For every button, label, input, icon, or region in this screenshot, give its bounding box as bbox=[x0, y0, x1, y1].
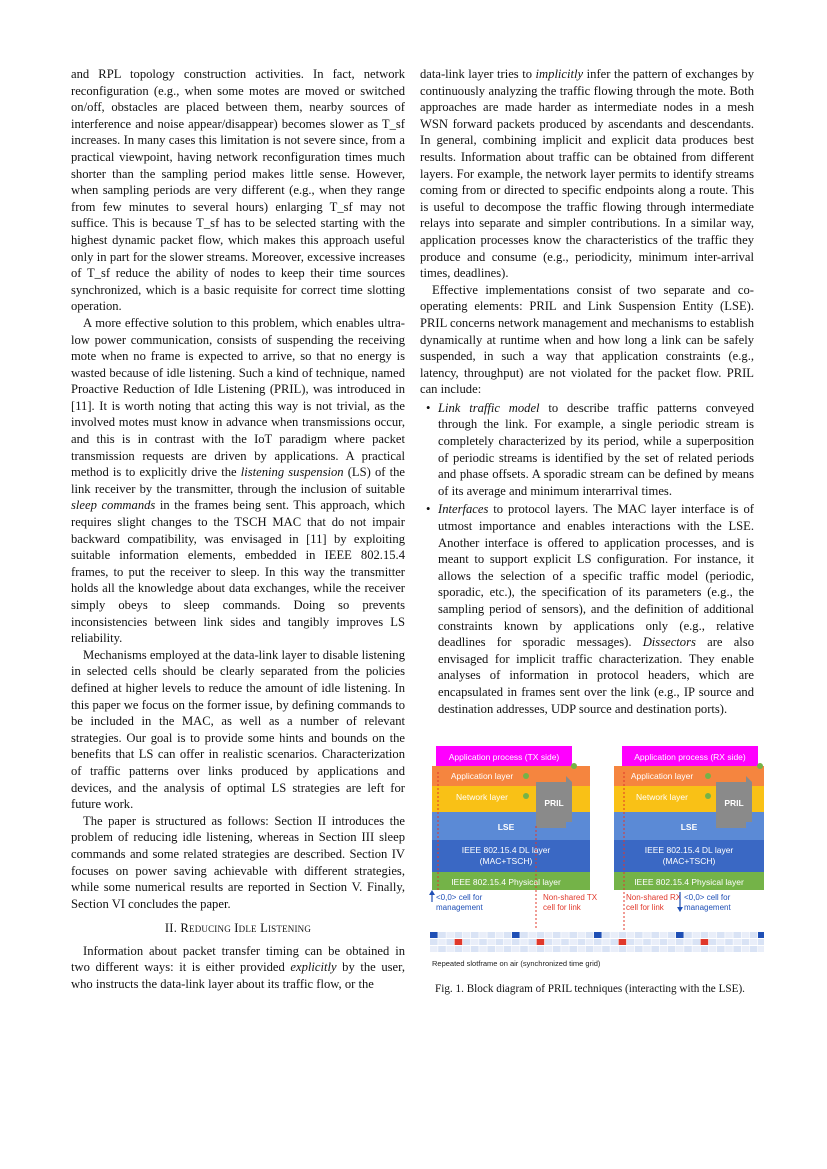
slotframe-cell bbox=[676, 939, 684, 945]
tx-dl-layer-label-1: IEEE 802.15.4 DL layer bbox=[461, 845, 551, 855]
list-item bbox=[438, 400, 754, 500]
slotframe-cell bbox=[668, 939, 676, 945]
figure-caption: Fig. 1. Block diagram of PRIL techniques (interacting with the LSE). bbox=[435, 983, 745, 995]
slotframe-cell bbox=[569, 932, 577, 938]
slotframe-cell bbox=[627, 939, 635, 945]
slotframe-cell bbox=[487, 939, 495, 945]
tx-mgmt-cell-label-1: <0,0> cell for bbox=[436, 893, 483, 902]
slotframe-cell bbox=[717, 939, 725, 945]
rx-pril-label: PRIL bbox=[724, 798, 744, 808]
tx-dl-layer-label-2: (MAC+TSCH) bbox=[479, 856, 533, 866]
block-diagram bbox=[426, 742, 764, 972]
slotframe-cell bbox=[569, 946, 577, 952]
slotframe-cell bbox=[471, 939, 479, 945]
emphasis: listening suspension bbox=[240, 465, 344, 480]
slotframe-cell bbox=[701, 939, 709, 945]
slotframe-cell bbox=[750, 932, 758, 938]
rx-phy-layer-label: IEEE 802.15.4 Physical layer bbox=[634, 877, 744, 887]
emphasis: sleep commands bbox=[71, 498, 156, 513]
emphasis: Dissectors bbox=[642, 635, 696, 650]
slotframe-cell bbox=[537, 939, 545, 945]
paragraph-text: Effective implementations consist of two separate and co-operating elements: PRIL and Link Suspension Entity (LSE). PRIL concerns network management and mechanisms to establish dynamically at runtime when and how long a link can be safely suspended, in such a way that application constraints (e.g., latency, throughput) are not violated for the packet flow. PRIL can include: bbox=[420, 282, 754, 397]
slotframe-cell bbox=[438, 932, 446, 938]
slotframe-cell bbox=[578, 932, 586, 938]
paragraph-text: in the frames being sent. This approach, which requires slight changes to the TSCH MAC that do not impair backward compatibility, was envisaged in [11] by exploiting suitable information elements, embedded in IEEE 802.15.4 frames, to put the receiver to sleep. In this way the transmitter holds all the knowledge about data exchanges, while the receiver simply obeys to sleep commands. Doing so prevents inconsistencies between link sides and tangibly improves LS reliability. bbox=[71, 498, 405, 646]
paragraph bbox=[420, 66, 754, 282]
right-column bbox=[420, 66, 754, 719]
slotframe-cell bbox=[446, 939, 454, 945]
slotframe-cell bbox=[512, 946, 520, 952]
slotframe-cell bbox=[496, 932, 504, 938]
slotframe-cell bbox=[512, 932, 520, 938]
rx-app-layer-label: Application layer bbox=[630, 771, 694, 781]
tx-net-layer-label: Network layer bbox=[456, 792, 508, 802]
slotframe-cell bbox=[725, 939, 733, 945]
slotframe-cell bbox=[635, 946, 643, 952]
paragraph-text: Information about packet transfer timing can be obtained in two different ways: it is either provided bbox=[71, 943, 405, 975]
rx-connector-dot bbox=[757, 763, 763, 769]
slotframe-cell bbox=[651, 932, 659, 938]
slotframe-cell bbox=[758, 939, 764, 945]
paragraph bbox=[71, 315, 405, 647]
slotframe-cell bbox=[496, 946, 504, 952]
slotframe-cell bbox=[594, 946, 602, 952]
rx-mgmt-cell-label-1: <0,0> cell for bbox=[684, 893, 731, 902]
slotframe-cell bbox=[635, 939, 643, 945]
slotframe-cell bbox=[684, 946, 692, 952]
slotframe-cell bbox=[553, 932, 561, 938]
slotframe-cell bbox=[627, 932, 635, 938]
slotframe-cell bbox=[553, 939, 561, 945]
paragraph-text: by the user, who instructs the data-link layer about its traffic flow, or the bbox=[71, 960, 405, 992]
slotframe-cell bbox=[520, 946, 528, 952]
figure-pril-block-diagram bbox=[426, 742, 764, 972]
section-heading bbox=[71, 920, 405, 937]
slotframe-cell bbox=[750, 946, 758, 952]
slotframe-cell bbox=[701, 932, 709, 938]
slotframe-cell bbox=[520, 939, 528, 945]
slotframe-cell bbox=[717, 946, 725, 952]
slotframe-cell bbox=[619, 946, 627, 952]
paragraph-text: (LS) of the link receiver by the transmitter, through the inclusion of suitable bbox=[71, 465, 405, 496]
tx-phy-layer-label: IEEE 802.15.4 Physical layer bbox=[451, 877, 561, 887]
emphasis: Interfaces bbox=[438, 502, 489, 517]
slotframe-cell bbox=[586, 939, 594, 945]
slotframe-cell bbox=[512, 939, 520, 945]
slotframe-cell bbox=[446, 932, 454, 938]
section-title: Reducing Idle Listening bbox=[180, 921, 312, 936]
slotframe-cell bbox=[438, 939, 446, 945]
rx-net-layer-label: Network layer bbox=[636, 792, 688, 802]
slotframe-cell bbox=[627, 946, 635, 952]
slotframe-cell bbox=[463, 946, 471, 952]
rx-cell-label-1: Non-shared RX bbox=[626, 893, 682, 902]
slotframe-cell bbox=[479, 939, 487, 945]
slotframe-cell bbox=[692, 946, 700, 952]
slotframe-cell bbox=[471, 932, 479, 938]
rx-dl-layer-label-1: IEEE 802.15.4 DL layer bbox=[644, 845, 734, 855]
tx-connector-dot bbox=[571, 763, 577, 769]
slotframe-cell bbox=[709, 939, 717, 945]
slotframe-cell bbox=[537, 932, 545, 938]
slotframe-cell bbox=[643, 946, 651, 952]
slotframe-grid bbox=[430, 932, 764, 952]
slotframe-cell bbox=[651, 946, 659, 952]
paragraph bbox=[71, 943, 405, 993]
slotframe-cell bbox=[594, 939, 602, 945]
slotframe-cell bbox=[684, 939, 692, 945]
slotframe-cell bbox=[569, 939, 577, 945]
tx-mgmt-cell-label-2: management bbox=[436, 903, 483, 912]
slotframe-cell bbox=[479, 946, 487, 952]
slotframe-cell bbox=[463, 932, 471, 938]
rx-mgmt-arrow-head bbox=[677, 907, 683, 912]
slotframe-cell bbox=[668, 932, 676, 938]
slotframe-cell bbox=[725, 932, 733, 938]
slotframe-cell bbox=[733, 939, 741, 945]
tx-cell-label-1: Non-shared TX bbox=[543, 893, 598, 902]
slotframe-cell bbox=[602, 939, 610, 945]
slotframe-cell bbox=[545, 932, 553, 938]
tx-mgmt-arrow-head bbox=[429, 890, 435, 895]
paragraph-text: data-link layer tries to bbox=[420, 67, 536, 81]
cell-labels bbox=[429, 890, 731, 912]
slotframe-cell bbox=[676, 946, 684, 952]
tx-lse-label: LSE bbox=[497, 822, 515, 832]
slotframe-cell bbox=[528, 946, 536, 952]
emphasis: Link traffic model bbox=[438, 400, 540, 415]
list-item-text: to describe traffic patterns conveyed through the link. For example, a single periodic stream is completely characterized by its period, while a superposition of periodic streams is identified by the set of related periods and phase offsets. A sporadic stream can be defined by means of its average and minimum interarrival times. bbox=[438, 400, 754, 498]
slotframe-cell bbox=[635, 932, 643, 938]
slotframe-cell bbox=[446, 946, 454, 952]
slotframe-cell bbox=[553, 946, 561, 952]
rx-connector-dot bbox=[705, 773, 711, 779]
slotframe-cell bbox=[455, 946, 463, 952]
paragraph-text: infer the pattern of exchanges by continuously analyzing the traffic flowing through the mote. Both approaches are made harder as intermediate nodes in a mesh WSN forward packets produced by ascendants and descendants. In general, combining implicit and explicit data produces best results. Information about traffic can be obtained from different layers. For example, the network layer permits to identify streams coming from or directed to specific endpoints along a route. This is useful to decompose the traffic flowing through intermediate relays into separate and simpler contributions. In a similar way, application processes know the characteristics of the traffic they produce and consume (e.g., periodicity, minimum inter-arrival times, deadlines). bbox=[420, 67, 754, 281]
slotframe-cell bbox=[717, 932, 725, 938]
slotframe-cell bbox=[561, 946, 569, 952]
left-column bbox=[71, 66, 405, 993]
emphasis: explicitly bbox=[290, 960, 337, 975]
slotframe-cell bbox=[660, 932, 668, 938]
emphasis: implicitly bbox=[535, 67, 584, 81]
slotframe-cell bbox=[676, 932, 684, 938]
slotframe-cell bbox=[561, 932, 569, 938]
tx-cell-label-2: cell for link bbox=[543, 903, 581, 912]
list-item bbox=[438, 501, 754, 717]
slotframe-cell bbox=[709, 932, 717, 938]
slotframe-cell bbox=[742, 932, 750, 938]
rx-mgmt-cell-label-2: management bbox=[684, 903, 731, 912]
slotframe-cell bbox=[610, 939, 618, 945]
slotframe-cell bbox=[586, 932, 594, 938]
rx-lse-label: LSE bbox=[680, 822, 698, 832]
bullet-list bbox=[420, 400, 754, 717]
slotframe-cell bbox=[758, 932, 764, 938]
rx-connector-dot bbox=[705, 793, 711, 799]
slotframe-cell bbox=[430, 939, 438, 945]
tx-connector-dot bbox=[523, 793, 529, 799]
paragraph-text: Mechanisms employed at the data-link layer to disable listening in selected cells should be clearly separated from the policies defined at higher levels to reduce the amount of idle listening. In this paper we focus on the former issue, by defining commands to be included in the MAC, as well as a number of relevant strategies. Our goal is to provide some hints and bounds on the benefits that LS can offer in realistic scenarios. Characterization of traffic patterns over links produced by applications and devices, and the analysis of optimal LS strategies are left for future work. bbox=[71, 647, 405, 812]
slotframe-cell bbox=[750, 939, 758, 945]
slotframe-cell bbox=[602, 946, 610, 952]
slotframe-cell bbox=[504, 932, 512, 938]
slotframe-cell bbox=[758, 946, 764, 952]
slotframe-cell bbox=[733, 932, 741, 938]
slotframe-cell bbox=[742, 946, 750, 952]
slotframe-cell bbox=[545, 946, 553, 952]
slotframe-cell bbox=[487, 932, 495, 938]
slotframe-cell bbox=[610, 932, 618, 938]
tx-app-process-label: Application process (TX side) bbox=[448, 752, 560, 762]
slotframe-cell bbox=[463, 939, 471, 945]
slotframe-cell bbox=[430, 946, 438, 952]
slotframe-cell bbox=[668, 946, 676, 952]
slotframe-cell bbox=[684, 932, 692, 938]
slotframe-cell bbox=[594, 932, 602, 938]
slotframe-cell bbox=[578, 939, 586, 945]
list-item-text: to protocol layers. The MAC layer interface is of utmost importance and enables interactions with the LSE. Another interface is offered to application processes, and is meant to support explicit LS configuration. For instance, it allows the selection of a specific traffic model (periodic, sporadic, etc.), the specification of its parameters (e.g., the sampling period of sensors), and the definition of additional constraints known by applications only (e.g., relative deadlines for sporadic messages). bbox=[438, 502, 754, 650]
slotframe-cell bbox=[733, 946, 741, 952]
list-item-text: are also envisaged for implicit traffic characterization. They enable analyses of information in protocol headers, which are encapsulated in frames sent over the link (e.g., IP source and destination addresses, UDP source and destination ports). bbox=[438, 635, 754, 716]
slotframe-cell bbox=[455, 939, 463, 945]
slotframe-cell bbox=[586, 946, 594, 952]
slotframe-cell bbox=[660, 946, 668, 952]
section-number: II. bbox=[164, 921, 178, 936]
slotframe-cell bbox=[487, 946, 495, 952]
slotframe-cell bbox=[438, 946, 446, 952]
slotframe-cell bbox=[651, 939, 659, 945]
slotframe-cell bbox=[578, 946, 586, 952]
slotframe-cell bbox=[602, 932, 610, 938]
slotframe-cell bbox=[528, 932, 536, 938]
tx-connector-dot bbox=[523, 773, 529, 779]
slotframe-cell bbox=[692, 939, 700, 945]
slotframe-cell bbox=[479, 932, 487, 938]
slotframe-cell bbox=[725, 946, 733, 952]
paragraph bbox=[71, 813, 405, 913]
slotframe-cell bbox=[520, 932, 528, 938]
slotframe-cell bbox=[610, 946, 618, 952]
slotframe-cell bbox=[545, 939, 553, 945]
slotframe-cell bbox=[504, 939, 512, 945]
slotframe-cell bbox=[528, 939, 536, 945]
paragraph bbox=[420, 282, 754, 398]
slotframe-cell bbox=[619, 939, 627, 945]
paragraph-text: and RPL topology construction activities. In fact, network reconfiguration (e.g., when some motes are moved or switched on/off, obstacles are placed between them, nearby sources of interference and noise appear/disappear) becomes slower as T_sf increases. In many cases this limitation is not severe since, from a practical viewpoint, having network reconfiguration times much shorter than the sampling period makes little sense. However, when sampling periods are very different (e.g., when they range from few minutes to several hours) enlarging T_sf may not suffice. This is because T_sf has to be selected starting with the highest dynamic packet flow, which makes this approach useful only in part for the slower streams. Moreover, excessive increases of T_sf reduce the ability of nodes to keep their time sources synchronized, which is a basic requisite for correct time slotting operation. bbox=[71, 67, 405, 314]
paragraph-text: A more effective solution to this problem, which enables ultra-low power communication, consists of suspending the receiving mote when no frame is expected to arrive, so that no energy is wasted because of idle listening. Such a kind of technique, named Proactive Reduction of Idle Listening (PRIL), was introduced in [11]. It is worth noting that acting this way is not trivial, as the involved motes must know in advance when transmissions occur, and this is in contrast with the IoT paradigm where packet transmission requests are driven by applications. A practical method is to explicitly drive the bbox=[71, 315, 405, 480]
slotframe-cell bbox=[496, 939, 504, 945]
slotframe-label: Repeated slotframe on air (synchronized time grid) bbox=[432, 959, 601, 968]
slotframe-cell bbox=[701, 946, 709, 952]
paragraph bbox=[71, 66, 405, 315]
rx-app-process-label: Application process (RX side) bbox=[634, 752, 746, 762]
slotframe-cell bbox=[455, 932, 463, 938]
tx-app-layer-label: Application layer bbox=[450, 771, 514, 781]
rx-dl-layer-label-2: (MAC+TSCH) bbox=[662, 856, 716, 866]
slotframe-cell bbox=[537, 946, 545, 952]
slotframe-cell bbox=[742, 939, 750, 945]
slotframe-cell bbox=[561, 939, 569, 945]
slotframe-cell bbox=[430, 932, 438, 938]
slotframe-cell bbox=[471, 946, 479, 952]
slotframe-cell bbox=[643, 932, 651, 938]
paragraph bbox=[71, 647, 405, 813]
slotframe-cell bbox=[692, 932, 700, 938]
tx-pril-label: PRIL bbox=[544, 798, 564, 808]
slotframe-cell bbox=[643, 939, 651, 945]
slotframe-cell bbox=[619, 932, 627, 938]
rx-cell-label-2: cell for link bbox=[626, 903, 664, 912]
slotframe-cell bbox=[504, 946, 512, 952]
paragraph-text: The paper is structured as follows: Section II introduces the problem of reducing idle listening, whereas in Section III sleep commands and some related strategies are described. Section IV focuses on power saving achievable with different strategies, while some numerical results are reported in Section V. Finally, Section VI concludes the paper. bbox=[71, 813, 405, 911]
slotframe-cell bbox=[709, 946, 717, 952]
slotframe-cell bbox=[660, 939, 668, 945]
